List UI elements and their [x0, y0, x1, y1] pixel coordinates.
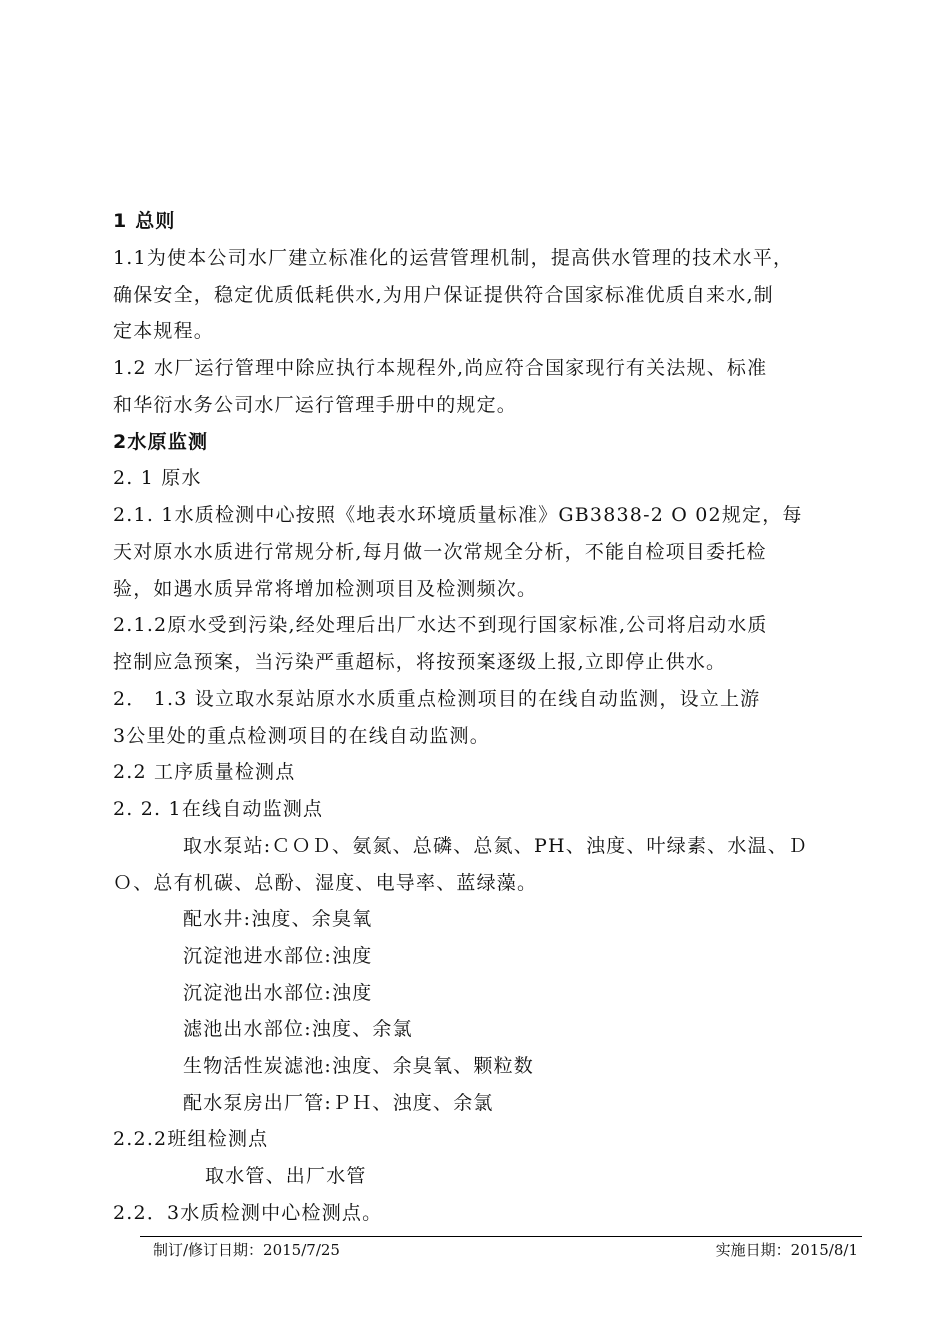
section-heading-2: 2水原监测: [113, 431, 209, 453]
list-item: 配水泵房出厂管:ＰＨ、浊度、余氯: [183, 1092, 494, 1114]
paragraph-line: 2.1.2原水受到污染,经处理后出厂水达不到现行国家标准,公司将启动水质: [113, 614, 768, 636]
footer-divider: [140, 1236, 862, 1237]
list-item-continuation: Ｏ、总有机碳、总酚、湿度、电导率、蓝绿藻。: [113, 872, 538, 894]
footer-revision-date: 制订/修订日期：2015/7/25: [153, 1241, 340, 1259]
list-item: 取水泵站:ＣＯＤ、氨氮、总磷、总氮、PH、浊度、叶绿素、水温、Ｄ: [183, 835, 809, 857]
subsection-heading: 2.2.2班组检测点: [113, 1128, 269, 1150]
list-item: 生物活性炭滤池:浊度、余臭氧、颗粒数: [183, 1055, 535, 1077]
footer-effective-date: 实施日期：2015/8/1: [715, 1241, 858, 1259]
subsection-heading: 2.2．3水质检测中心检测点。: [113, 1202, 383, 1224]
paragraph-line: 3公里处的重点检测项目的在线自动监测。: [113, 725, 490, 747]
subsection-heading: 2.2 工序质量检测点: [113, 761, 296, 783]
list-item: 沉淀池进水部位:浊度: [183, 945, 373, 967]
subsection-heading: 2. 1 原水: [113, 467, 202, 489]
section-heading-1: 1 总则: [113, 210, 176, 232]
list-item: 配水井:浊度、余臭氧: [183, 908, 373, 930]
list-item: 滤池出水部位:浊度、余氯: [183, 1018, 413, 1040]
paragraph-line: 确保安全，稳定优质低耗供水,为用户保证提供符合国家标准优质自来水,制: [113, 284, 774, 306]
list-item: 取水管、出厂水管: [205, 1165, 367, 1187]
paragraph-line: 2． 1.3 设立取水泵站原水水质重点检测项目的在线自动监测，设立上游: [113, 688, 761, 710]
paragraph-line: 天对原水水质进行常规分析,每月做一次常规全分析，不能自检项目委托检: [113, 541, 767, 563]
paragraph-line: 1.2 水厂运行管理中除应执行本规程外,尚应符合国家现行有关法规、标准: [113, 357, 768, 379]
paragraph-line: 2.1. 1水质检测中心按照《地表水环境质量标准》GB3838-2 O 02规定，每: [113, 504, 803, 526]
paragraph-line: 定本规程。: [113, 320, 215, 342]
paragraph-line: 验，如遇水质异常将增加检测项目及检测频次。: [113, 578, 538, 600]
paragraph-line: 1.1为使本公司水厂建立标准化的运营管理机制，提高供水管理的技术水平，: [113, 247, 794, 269]
paragraph-line: 和华衍水务公司水厂运行管理手册中的规定。: [113, 394, 518, 416]
subsection-heading: 2. 2. 1在线自动监测点: [113, 798, 324, 820]
paragraph-line: 控制应急预案，当污染严重超标，将按预案逐级上报,立即停止供水。: [113, 651, 727, 673]
list-item: 沉淀池出水部位:浊度: [183, 982, 373, 1004]
